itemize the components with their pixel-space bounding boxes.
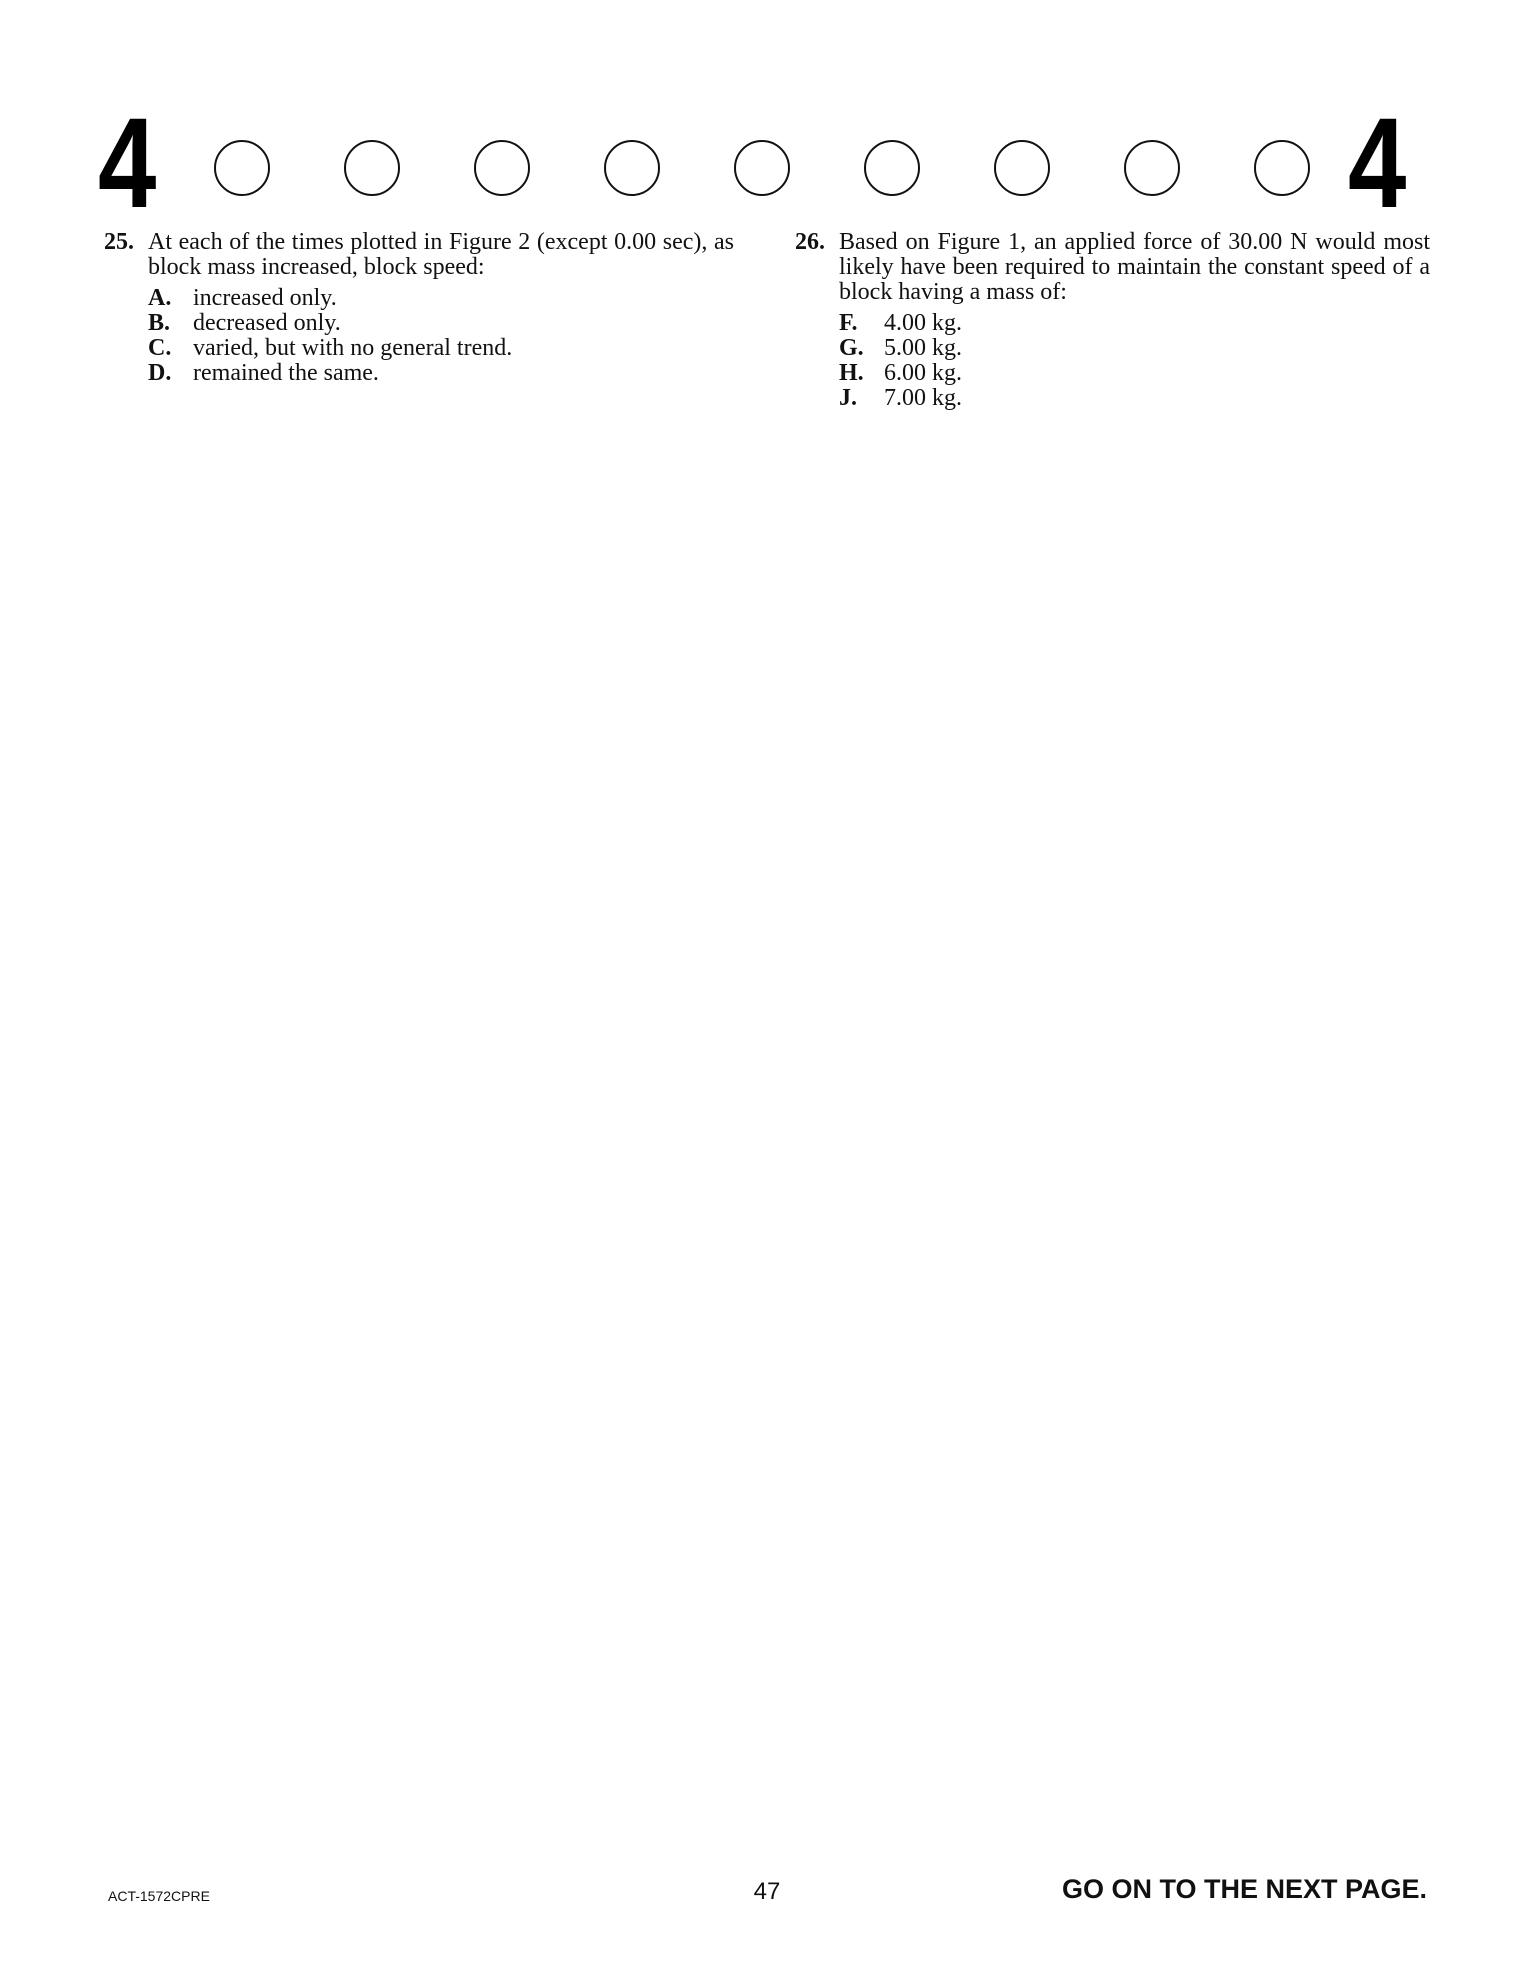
choice-text: 4.00 kg. <box>884 310 962 336</box>
choice-text: 5.00 kg. <box>884 335 962 361</box>
choice-letter: A. <box>148 285 172 311</box>
choice-letter: F. <box>839 310 858 336</box>
choice-letter: C. <box>148 335 172 361</box>
answer-choice-c[interactable] <box>148 336 734 361</box>
question-header <box>104 230 734 280</box>
answer-choice-h[interactable] <box>839 361 1430 386</box>
question-stem: At each of the times plotted in Figure 2 (except 0.00 sec), as block mass increased, block speed: <box>148 229 734 280</box>
decorative-circle-icon <box>734 140 790 196</box>
answer-choice-j[interactable] <box>839 386 1430 411</box>
answer-choices <box>839 311 1430 411</box>
decorative-circle-icon <box>604 140 660 196</box>
decorative-circle-icon <box>1124 140 1180 196</box>
answer-choice-b[interactable] <box>148 311 734 336</box>
choice-letter: H. <box>839 360 864 386</box>
decorative-circle-icon <box>994 140 1050 196</box>
answer-choice-f[interactable] <box>839 311 1430 336</box>
section-number-left: 4 <box>98 92 157 235</box>
choice-text: 6.00 kg. <box>884 360 962 386</box>
question-stem: Based on Figure 1, an applied force of 30.00 N would most likely have been required to maintain the constant speed of a block having a mass of: <box>839 229 1430 305</box>
answer-choices <box>148 286 734 386</box>
next-page-instruction: GO ON TO THE NEXT PAGE. <box>1061 1874 1427 1904</box>
test-form-code: ACT-1572CPRE <box>108 1888 210 1904</box>
decorative-circle-icon <box>344 140 400 196</box>
answer-choice-a[interactable] <box>148 286 734 311</box>
choice-text: decreased only. <box>193 310 341 336</box>
question-number: 26. <box>795 229 825 255</box>
decorative-circle-icon <box>214 140 270 196</box>
choice-text: varied, but with no general trend. <box>193 335 513 361</box>
choice-text: remained the same. <box>193 360 379 386</box>
answer-choice-g[interactable] <box>839 336 1430 361</box>
decorative-circle-icon <box>474 140 530 196</box>
choice-letter: G. <box>839 335 864 361</box>
decorative-circle-icon <box>1254 140 1310 196</box>
choice-letter: B. <box>148 310 171 336</box>
section-number-right: 4 <box>1348 92 1407 235</box>
question-header <box>795 230 1430 305</box>
question-number: 25. <box>104 229 134 255</box>
choice-text: 7.00 kg. <box>884 385 962 411</box>
decorative-circle-icon <box>864 140 920 196</box>
question-25 <box>104 230 734 386</box>
page-number: 47 <box>753 1878 781 1905</box>
choice-letter: D. <box>148 360 172 386</box>
answer-choice-d[interactable] <box>148 361 734 386</box>
choice-text: increased only. <box>193 285 337 311</box>
question-26 <box>795 230 1430 411</box>
choice-letter: J. <box>839 385 857 411</box>
